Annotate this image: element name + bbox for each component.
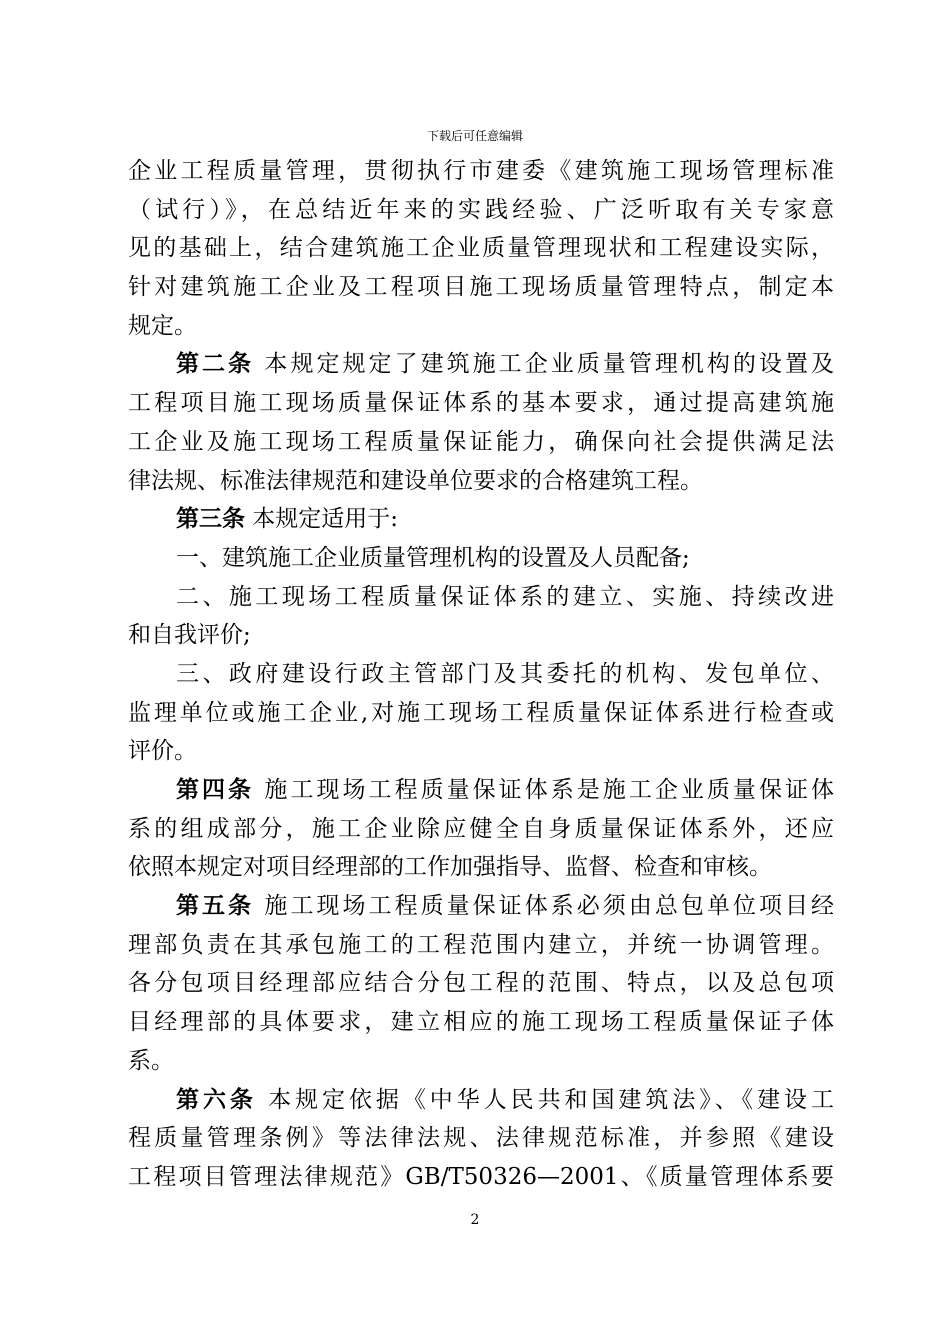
text-line	[128, 307, 834, 346]
text-line	[128, 694, 834, 733]
line-text: 系。	[128, 1047, 174, 1074]
line-text: 本规定依据《中华人民共和国建筑法》、《建设工	[256, 1086, 834, 1113]
text-line	[128, 1119, 834, 1158]
line-text: 工企业及施工现场工程质量保证能力，确保向社会提供满足法	[128, 428, 834, 455]
line-text: 本规定适用于:	[245, 506, 399, 533]
text-line	[128, 423, 834, 462]
list-item-3	[128, 655, 834, 694]
text-line	[128, 848, 834, 887]
line-text: 一、建筑施工企业质量管理机构的设置及人员配备;	[176, 544, 690, 571]
article-3-line	[128, 500, 834, 539]
article-heading: 第六条	[176, 1085, 257, 1113]
article-heading: 第三条	[176, 505, 245, 533]
text-line	[128, 1003, 834, 1042]
text-line	[128, 810, 834, 849]
article-2-line	[128, 345, 834, 384]
line-text: 评价。	[128, 738, 197, 765]
line-text: 依照本规定对项目经理部的工作加强指导、监督、检查和审核。	[128, 854, 772, 881]
text-line	[128, 229, 834, 268]
article-heading: 第五条	[176, 892, 255, 920]
line-text: 工程项目管理法律规范》GB/T50326—2001、《质量管理体系要	[128, 1163, 834, 1190]
text-line	[128, 964, 834, 1003]
line-text: 施工现场工程质量保证体系必须由总包单位项目经	[254, 893, 834, 920]
line-text: 理部负责在其承包施工的工程范围内建立，并统一协调管理。	[128, 931, 834, 958]
line-text: 目经理部的具体要求，建立相应的施工现场工程质量保证子体	[128, 1009, 834, 1036]
line-text: 施工现场工程质量保证体系是施工企业质量保证体	[254, 777, 834, 803]
text-line	[128, 191, 834, 230]
line-text: 程质量管理条例》等法律法规、法律规范标准，并参照《建设	[128, 1125, 834, 1152]
text-line	[128, 152, 834, 191]
article-5-line	[128, 887, 834, 926]
article-4-line	[128, 771, 834, 810]
line-text: 和自我评价;	[128, 622, 251, 649]
line-text: 工程项目施工现场质量保证体系的基本要求，通过提高建筑施	[128, 390, 834, 417]
list-item-1	[128, 539, 834, 578]
text-line	[128, 268, 834, 307]
text-line	[128, 384, 834, 423]
text-line	[128, 462, 834, 501]
line-text: 见的基础上，结合建筑施工企业质量管理现状和工程建设实际，	[128, 235, 834, 262]
article-heading: 第二条	[176, 350, 255, 378]
article-heading: 第四条	[176, 776, 255, 803]
line-text: 律法规、标准法律规范和建设单位要求的合格建筑工程。	[128, 467, 703, 494]
line-text: 二、施工现场工程质量保证体系的建立、实施、持续改进	[176, 583, 834, 610]
line-text: 针对建筑施工企业及工程项目施工现场质量管理特点，制定本	[128, 274, 834, 301]
line-text: （试行）》，在总结近年来的实践经验、广泛听取有关专家意	[128, 196, 834, 223]
list-item-2	[128, 578, 834, 617]
line-text: 规定。	[128, 312, 197, 339]
line-text: 企业工程质量管理，贯彻执行市建委《建筑施工现场管理标准	[128, 158, 834, 184]
line-text: 各分包项目经理部应结合分包工程的范围、特点，以及总包项	[128, 970, 834, 997]
line-text: 系的组成部分，施工企业除应健全自身质量保证体系外，还应	[128, 815, 834, 842]
line-text: 本规定规定了建筑施工企业质量管理机构的设置及	[254, 351, 834, 378]
line-text: 三、政府建设行政主管部门及其委托的机构、发包单位、	[176, 660, 834, 687]
text-line	[128, 1042, 834, 1081]
article-6-line	[128, 1081, 834, 1120]
document-body	[128, 152, 834, 1197]
text-line	[128, 732, 834, 771]
page-header: 下载后可任意编辑	[426, 129, 523, 143]
page-number: 2	[470, 1212, 480, 1228]
text-line	[128, 926, 834, 965]
text-line	[128, 616, 834, 655]
text-line	[128, 1158, 834, 1197]
line-text: 监理单位或施工企业,对施工现场工程质量保证体系进行检查或	[128, 699, 834, 726]
